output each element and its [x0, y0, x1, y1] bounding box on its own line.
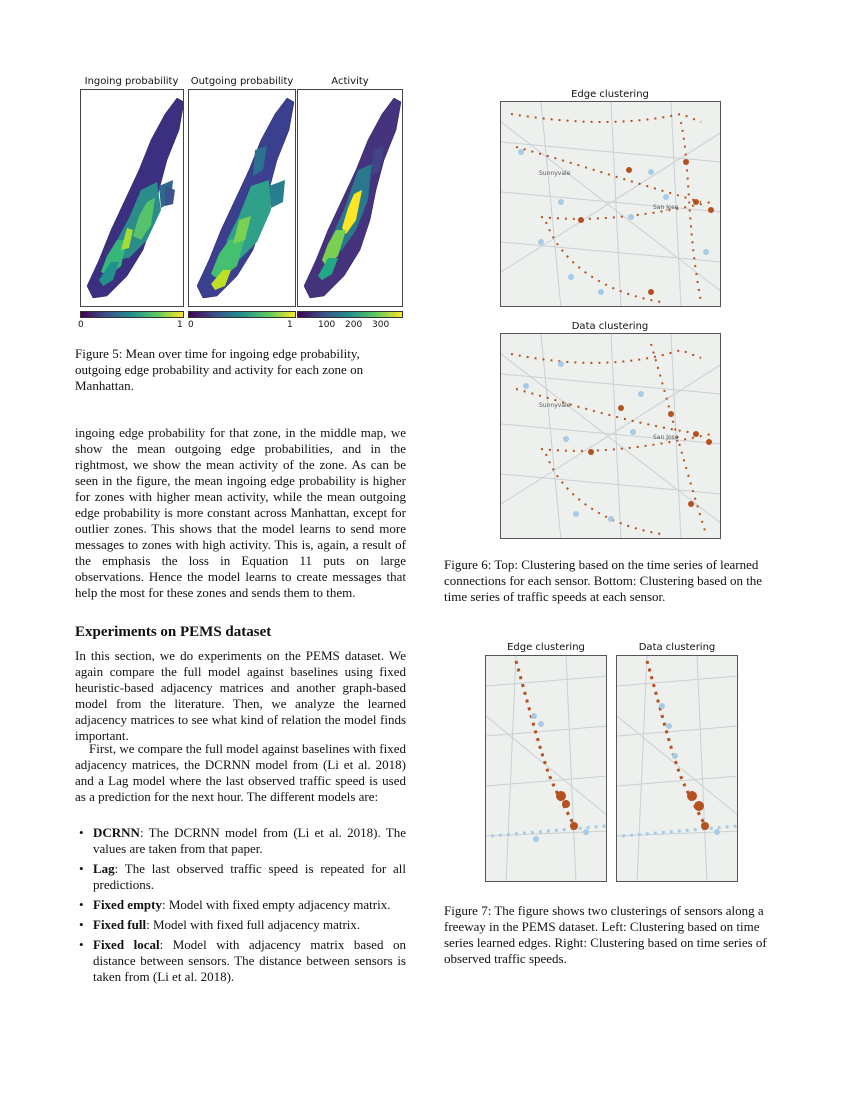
panel-title-activity: Activity: [331, 76, 369, 87]
map-label: San Jose: [653, 434, 679, 441]
figure6-bottom-title: Data clustering: [571, 321, 649, 332]
colorbar-tick: 100: [318, 320, 336, 330]
figure7-right-title: Data clustering: [638, 642, 716, 653]
data-clustering-map: [500, 333, 721, 539]
list-item: • Fixed full: Model with fixed full adjacency matrix.: [75, 917, 406, 933]
body-paragraph: In this section, we do experiments on the PEMS dataset. We again compare the full model against baselines using fixed heuristic-based adjacency matrices and another graph-based model from the literature. Then, we analyze the learned adjacency matrices to see what kind of relation the model finds important.: [75, 648, 406, 743]
colorbar-tick: 300: [372, 320, 390, 330]
panel-title-ingoing: Ingoing probability: [84, 76, 179, 87]
freeway-data-clustering-map: [616, 655, 738, 882]
figure7-caption: Figure 7: The figure shows two clusterings of sensors along a freeway in the PEMS dataset. Left: Clustering based on time series learned edges. Right: Clustering based on time series of observed traffic speeds.: [444, 903, 767, 966]
map-label: Sunnyvale: [539, 170, 571, 177]
colorbar-tick: 0: [188, 320, 194, 330]
colorbar-tick: 0: [78, 320, 84, 330]
panel-title-outgoing: Outgoing probability: [190, 76, 294, 87]
body-paragraph: ingoing edge probability for that zone, in the middle map, we show the mean outgoing edge probabilities, and in the rightmost, we show the mean activity of the zone. As can be seen in the figure, the mean ingoing edge probability is higher for zones with higher mean activity, while the mean outgoing edge probability is more constant across Manhattan, except for outlier zones. This shows that the model learns to send more messages to zones with high activity. This is, again, a result of the emphasis the loss in Equation 11 puts on large observations. Hence the model learns to create messages that help the most for these zones and sends them to them.: [75, 425, 406, 600]
figure7-left-title: Edge clustering: [507, 642, 585, 653]
body-paragraph: First, we compare the full model against baselines with fixed adjacency matrices, the DCRNN model from (Li et al. 2018) and a Lag model where the last observed traffic speed is used as a prediction for the next hour. The different models are:: [75, 741, 406, 804]
list-item: • Fixed local: Model with adjacency matrix based on distance between sensors. The distance between sensors is taken from (Li et al. 2018).: [75, 937, 406, 985]
section-heading: Experiments on PEMS dataset: [75, 624, 272, 640]
colorbar-tick: 200: [345, 320, 363, 330]
colorbar-ingoing: [80, 311, 184, 318]
list-item: • DCRNN: The DCRNN model from (Li et al. 2018). The values are taken from that paper.: [75, 825, 406, 857]
map-label: San Jose: [653, 204, 679, 211]
manhattan-map-ingoing: [80, 89, 184, 307]
figure5-caption: Figure 5: Mean over time for ingoing edge probability, outgoing edge probability and activity for each zone on Manhattan.: [75, 346, 364, 393]
model-list: [75, 825, 406, 989]
manhattan-map-outgoing: [188, 89, 296, 307]
manhattan-map-activity: [297, 89, 403, 307]
list-item: • Fixed empty: Model with fixed empty adjacency matrix.: [75, 897, 406, 913]
map-label: Sunnyvale: [539, 402, 571, 409]
figure6-caption: Figure 6: Top: Clustering based on the time series of learned connections for each sensor. Bottom: Clustering based on the time series of traffic speeds at each sensor.: [444, 557, 763, 604]
list-item: • Lag: The last observed traffic speed is repeated for all predictions.: [75, 861, 406, 893]
colorbar-outgoing: [188, 311, 296, 318]
edge-clustering-map: [500, 101, 721, 307]
figure6-top-title: Edge clustering: [571, 89, 649, 100]
colorbar-activity: [297, 311, 403, 318]
colorbar-tick: 1: [177, 320, 183, 330]
colorbar-tick: 1: [287, 320, 293, 330]
freeway-edge-clustering-map: [485, 655, 607, 882]
